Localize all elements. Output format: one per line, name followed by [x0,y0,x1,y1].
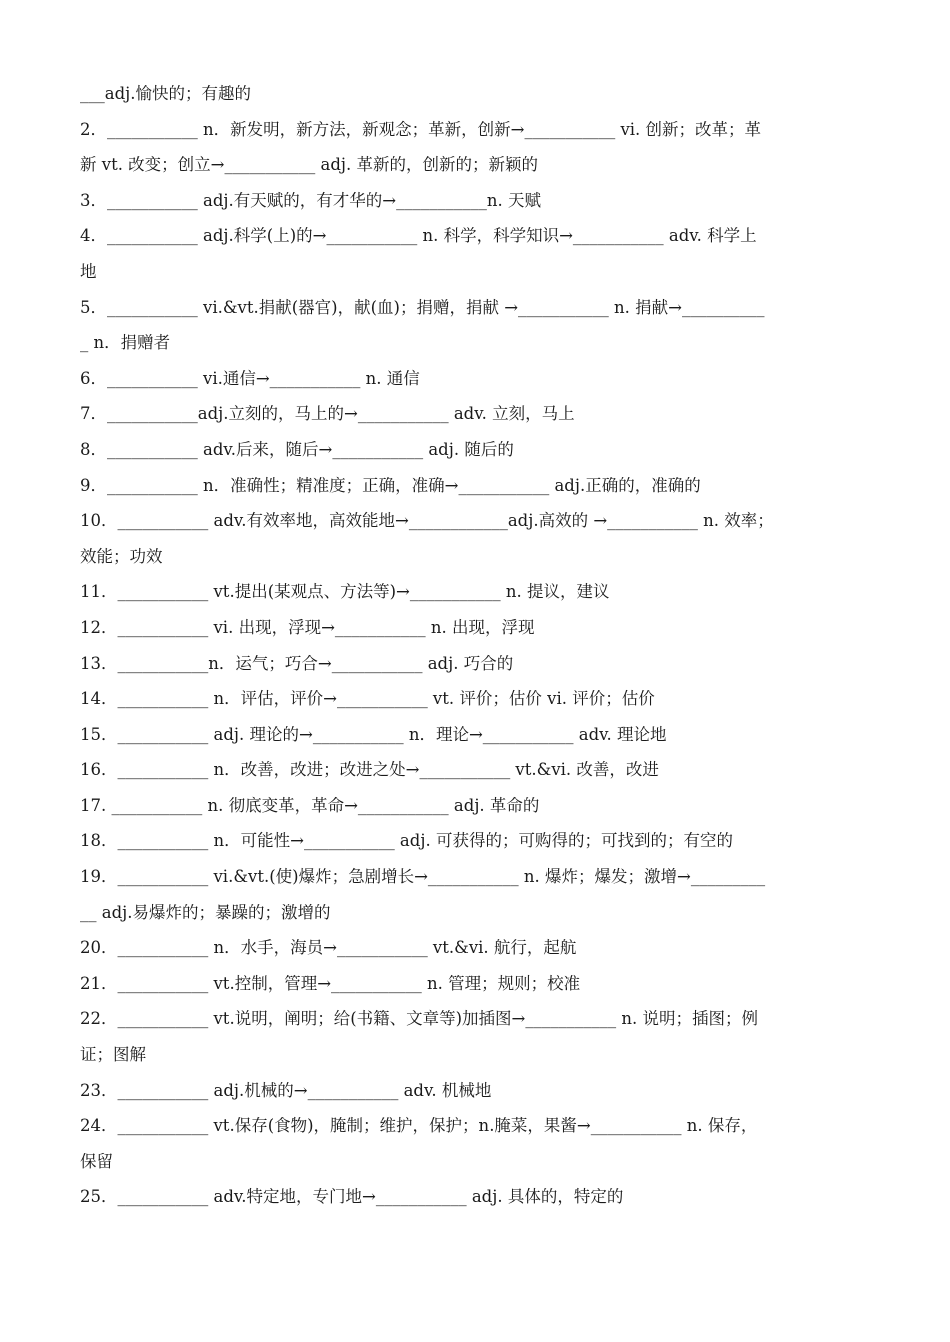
item-24-cont: 保留 [80,1151,113,1171]
worksheet-body [80,76,873,1215]
item-14: 14．___________ n．评估，评价→___________ vt. 评价；估价 vi. 评价；估价 [80,689,655,709]
item-13: 13．___________n．运气；巧合→___________ adj. 巧合的 [80,653,514,673]
item-5-cont: _ n．捐赠者 [80,333,171,353]
item-23: 23．___________ adj.机械的→___________ adv. 机械地 [80,1080,492,1100]
item-12: 12．___________ vi. 出现，浮现→___________ n. 出现，浮现 [80,617,535,637]
item-19-cont: __ adj.易爆炸的；暴躁的；激增的 [80,902,331,922]
item-6: 6．___________ vi.通信→___________ n. 通信 [80,368,420,388]
item-4: 4．___________ adj.科学(上)的→___________ n. 科学，科学知识→___________ adv. 科学上 [80,226,757,246]
item-20: 20．___________ n．水手，海员→___________ vt.&vi. 航行，起航 [80,938,577,958]
item-17: 17. ___________ n. 彻底变革，革命→___________ adj. 革命的 [80,795,540,815]
item-22-cont: 证；图解 [80,1045,146,1065]
item-4-cont: 地 [80,261,97,281]
item-25: 25．___________ adv.特定地，专门地→___________ adj. 具体的，特定的 [80,1187,624,1207]
item-9: 9．___________ n．准确性；精准度；正确，准确→___________ adj.正确的，准确的 [80,475,701,495]
item-10: 10．___________ adv.有效率地，高效能地→____________adj.高效的 →___________ n. 效率； [80,511,774,531]
item-8: 8．___________ adv.后来，随后→___________ adj. 随后的 [80,439,514,459]
item-11: 11．___________ vt.提出(某观点、方法等)→___________ n. 提议，建议 [80,582,610,602]
item-10-cont: 效能；功效 [80,546,163,566]
item-18: 18．___________ n．可能性→___________ adj. 可获得的；可购得的；可找到的；有空的 [80,831,733,851]
item-5: 5．___________ vi.&vt.捐献(器官)，献(血)；捐赠，捐献 →___________ n. 捐献→__________ [80,297,765,317]
item-3: 3．___________ adj.有天赋的，有才华的→___________n. 天赋 [80,190,541,210]
item-21: 21．___________ vt.控制，管理→___________ n. 管理；规则；校准 [80,973,581,993]
item-24: 24．___________ vt.保存(食物)，腌制；维护，保护；n.腌菜，果酱→___________ n. 保存， [80,1116,758,1136]
line-01: ___adj.愉快的；有趣的 [80,84,252,103]
item-22: 22．___________ vt.说明，阐明；给(书籍、文章等)加插图→___________ n. 说明；插图；例 [80,1009,758,1029]
item-16: 16．___________ n．改善，改进；改进之处→___________ vt.&vi. 改善，改进 [80,760,659,780]
item-7: 7．___________adj.立刻的，马上的→___________ adv. 立刻，马上 [80,404,575,424]
item-2: 2．___________ n．新发明，新方法，新观念；革新，创新→___________ vi. 创新；改革；革 [80,119,762,139]
item-2-cont: 新 vt. 改变；创立→___________ adj. 革新的，创新的；新颖的 [80,155,539,175]
item-15: 15．___________ adj. 理论的→___________ n．理论→___________ adv. 理论地 [80,724,667,744]
item-19: 19．___________ vi.&vt.(使)爆炸；急剧增长→___________ n. 爆炸；爆发；激增→_________ [80,867,766,887]
